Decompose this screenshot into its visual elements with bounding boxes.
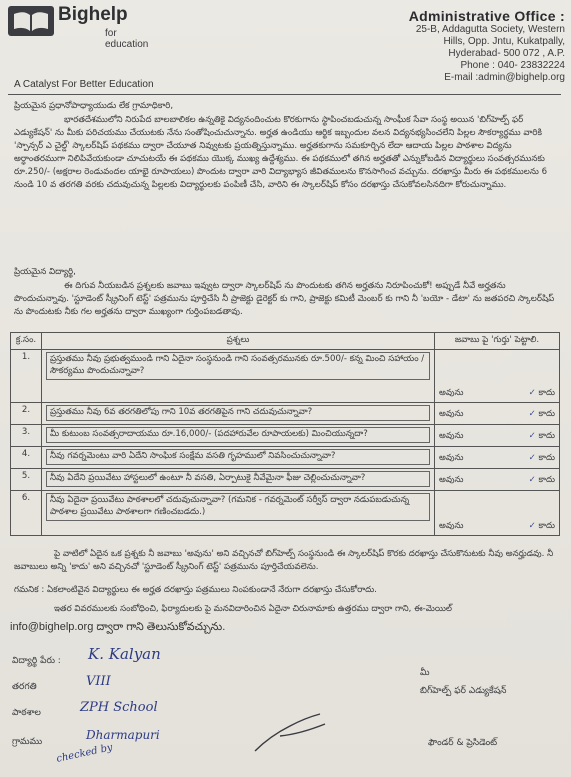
table-row: [11, 403, 560, 425]
office-phone: Phone : 040- 23832224: [460, 60, 565, 71]
answer-cell[interactable]: [435, 425, 560, 447]
question-text: ప్రస్తుతము నీవు ప్రభుత్వముండి గాని ఏదైనా సంస్థనుండి గాని సంవత్సరమునకు రూ.500/- కన్న మించి సహాయం / సౌకర్యము పొందుచున్నావా?: [42, 350, 435, 403]
question-text: ప్రస్తుతము నీవు 6వ తరగతిలోపు గాని 10వ తరగతిపైన గాని చదువుచున్నావా?: [42, 403, 435, 425]
header-divider: [8, 94, 561, 95]
yes-option[interactable]: అవును: [439, 453, 464, 463]
header-questions: ప్రశ్నలు: [42, 333, 435, 350]
question-number: 1.: [11, 350, 42, 403]
yes-option[interactable]: అవును: [439, 521, 464, 531]
intro-paragraph: భారతదేశములోని నిరుపేద బాలబాలికల ఉన్నతికై విద్యనందించుట కొరకుగాను స్థాపించబడుచున్న సాంఘీక సేవా సంస్థ అయిన 'బిగ్‌హెల్ప్ ఫర్ ఎడ్యుకేషన్' ను మీకు పరిచయము చేయుటకు నేను సంతోషించుచున్నాను. అర్హత ఉండియు ఆర్థిక ఇబ్బందుల వలన విద్యనభ్యసించలేని పిల్లల సౌకర్యార్థము వారికి 'స్పాన్సర్ ఎ చైల్డ్' స్కాలర్‌షిప్ పథకము ద్వారా చేయూత నివ్వుటకు ప్రయత్నిస్తున్నాము. అర్హతకుగాను సమకూర్చిన లేదా ఆదాయ పిల్లల పాఠశాల విద్యను అర్ధాంతరముగా నిలిపివేయకుండా చూచుటయే ఈ పథకము యొక్క ముఖ్య ఉద్దేశ్యము. ఈ పథకములో తగిన అర్హతతో ఎన్నుకోబడిన విద్యార్థులు సంవత్సరమునకు రూ.250/- (అక్షరాల రెండువందల యాభై రూపాయలు) పొందుట ద్వారా వారి విద్యాభ్యాస జీవితములను కొనసాగించ వచ్చును. దరఖాస్తు మీరు ఈ పథకములను 6 నుండి 10 వ తరగతి వరకు చదువుచున్న పిల్లలకు విద్యార్థులకు పంపిణీ చేసి, వారిని ఈ స్కాలర్‌షిప్ కోసం దరఖాస్తు చేసుకోవలసినదిగా కోరుచున్నాము.: [14, 115, 548, 190]
class-label: తరగతి: [12, 682, 37, 692]
answer-cell[interactable]: [435, 350, 560, 403]
contact-note: ఇతర వివరములకు సంబోధించి, ఫిర్యాదులకు పై మనవిదారించిన ఏదైనా చిరునామాకు ఉత్తరము ద్వారా గాని, ఈ-మెయిల్: [54, 604, 453, 614]
office-line: 25-B, Addagutta Society, Western: [415, 24, 565, 35]
question-text: నీవు ఏదేని ప్రయివేటు హాస్టలులో ఉంటూ నీ వసతి, ఏర్పాటుకై నీవేమైనా ఫీజు చెల్లించుచున్నావా?: [42, 469, 435, 491]
brand-subtitle: for education: [105, 28, 149, 50]
question-number: 4.: [11, 447, 42, 469]
question-text: నీవు గవర్నమెంటు వారి ఏదేని సాంఘిక సంక్షేమ వసతి గృహములో నివసించుచున్నావా?: [42, 447, 435, 469]
office-title: Administrative Office :: [408, 8, 565, 24]
screening-questions-table: [10, 332, 560, 536]
no-option[interactable]: ✓ కాదు: [528, 388, 555, 398]
brand-tagline: A Catalyst For Better Education: [14, 79, 154, 90]
yes-option[interactable]: అవును: [439, 431, 464, 441]
check-mark-icon: ✓: [528, 521, 536, 531]
signature-mark-icon: [250, 706, 340, 756]
question-number: 3.: [11, 425, 42, 447]
class-value[interactable]: VIII: [86, 674, 111, 689]
remark-note: గమనిక : ఏకలాంటివైన విద్యార్థులు ఈ అర్హత దరఖాస్తు పత్రములు నింపకుండానే నేరుగా దరఖాస్తు చేసుకోరాదు.: [14, 585, 377, 595]
question-number: 2.: [11, 403, 42, 425]
question-number: 5.: [11, 469, 42, 491]
office-line: Hyderabad- 500 072 , A.P.: [448, 48, 565, 59]
question-number: 6.: [11, 491, 42, 536]
contact-email: info@bighelp.org ద్వారా గాని తెలుసుకోవచ్చును.: [10, 621, 226, 633]
answer-cell[interactable]: [435, 491, 560, 536]
check-mark-icon: ✓: [528, 431, 536, 441]
answer-cell[interactable]: [435, 403, 560, 425]
signoff-line-3: ఫౌండర్ & ప్రెసిడెంట్: [428, 738, 498, 748]
check-mark-icon: ✓: [528, 409, 536, 419]
answer-cell[interactable]: [435, 447, 560, 469]
question-text: మీ కుటుంబ సంవత్సరాదాయము రూ.16,000/- (పదహారువేల రూపాయలకు) మించియున్నదా?: [42, 425, 435, 447]
school-value[interactable]: ZPH School: [80, 700, 158, 715]
yes-option[interactable]: అవును: [439, 409, 464, 419]
check-mark-icon: ✓: [528, 453, 536, 463]
office-address: [380, 8, 565, 84]
office-line: Hills, Opp. Jntu, Kukatpally,: [443, 36, 565, 47]
question-text: నీవు ఏదైనా ప్రయివేటు పాఠశాలలో చదువుచున్నావా? (గమనిక - గవర్నమెంట్ సర్వీస్ ద్వారా నడుపబడుచున్న పాఠశాల ప్రయివేటు పాఠశాలగా గణించబడదు.): [42, 491, 435, 536]
yes-option[interactable]: అవును: [439, 475, 464, 485]
signoff-line-2: బిగ్‌హెల్ప్ ఫర్ ఎడ్యుకేషన్: [420, 686, 507, 696]
no-option[interactable]: ✓ కాదు: [528, 409, 555, 419]
salutation: ప్రియమైన ప్రధానోపాధ్యాయుడు లేక గ్రామాధికారి,: [14, 101, 174, 111]
student-name-value[interactable]: K. Kalyan: [88, 645, 161, 663]
eligibility-note: పై వాటిలో ఏదైన ఒక ప్రశ్నకు నీ జవాబు 'అవును' అని వచ్చినచో బిగ్‌హెల్ప్ సంస్థనుండి ఈ స్కాలర్‌షిప్ కొరకు దరఖాస్తు చేసుకొనుటకు నీవు అనర్హుడవు. నీ జవాబులు అన్ని 'కాదు' అని వచ్చినచో 'స్టూడెంట్ స్క్రీనింగ్ టెస్ట్' పత్రమును పూర్తిచేయవలెను.: [14, 549, 554, 572]
checked-by-note: checked by: [55, 742, 114, 765]
brand-logo: [8, 4, 149, 54]
instruction-paragraph: ఈ దిగువ నీయబడిన ప్రశ్నలకు జవాబు ఇవ్వుట ద్వారా స్కాలర్‌షిప్ ను పొందుటకు తగిన అర్హతను నిరూపించుకో! అప్పుడే నీవే అర్హతను పొందుచున్నావు. 'స్టూడెంట్ స్క్రీనింగ్ టెస్ట్' పత్రమును పూర్తిచేసి నీ ప్రాజెక్టు డైరెక్టర్ కు గాని, ప్రాజెక్టు కమిటీ మెంబర్ కు గాని నీ 'బయో - డేటా' ను జతపరచి స్కాలర్‌షిప్ ను పొందుటకు నీకు గల అర్హతను ద్వారా ముఖ్యంగా గుర్తింపబడతావు.: [14, 281, 555, 317]
header-answer: జవాబు పై 'గుర్తు' పెట్టాలి.: [435, 333, 560, 350]
no-option[interactable]: ✓ కాదు: [528, 521, 555, 531]
village-label: గ్రామము: [12, 737, 43, 747]
office-email: E-mail :admin@bighelp.org: [444, 72, 565, 83]
student-name-label: విద్యార్థి పేరు :: [12, 656, 61, 666]
no-option[interactable]: ✓ కాదు: [528, 475, 555, 485]
table-row: [11, 425, 560, 447]
header-serial: క్ర.సం.: [11, 333, 42, 350]
open-book-icon: [8, 6, 54, 36]
check-mark-icon: ✓: [528, 475, 536, 485]
student-salutation: ప్రియమైన విద్యార్థి,: [14, 267, 76, 277]
check-mark-icon: ✓: [528, 388, 536, 398]
brand-name: Bighelp: [58, 4, 128, 25]
table-row: [11, 491, 560, 536]
school-label: పాఠశాల: [12, 708, 41, 718]
table-row: [11, 447, 560, 469]
no-option[interactable]: ✓ కాదు: [528, 453, 555, 463]
answer-cell[interactable]: [435, 469, 560, 491]
signoff-line-1: మీ: [420, 668, 430, 678]
table-row: [11, 350, 560, 403]
no-option[interactable]: ✓ కాదు: [528, 431, 555, 441]
yes-option[interactable]: అవును: [439, 388, 464, 398]
table-row: [11, 469, 560, 491]
village-value[interactable]: Dharmapuri: [86, 728, 160, 742]
